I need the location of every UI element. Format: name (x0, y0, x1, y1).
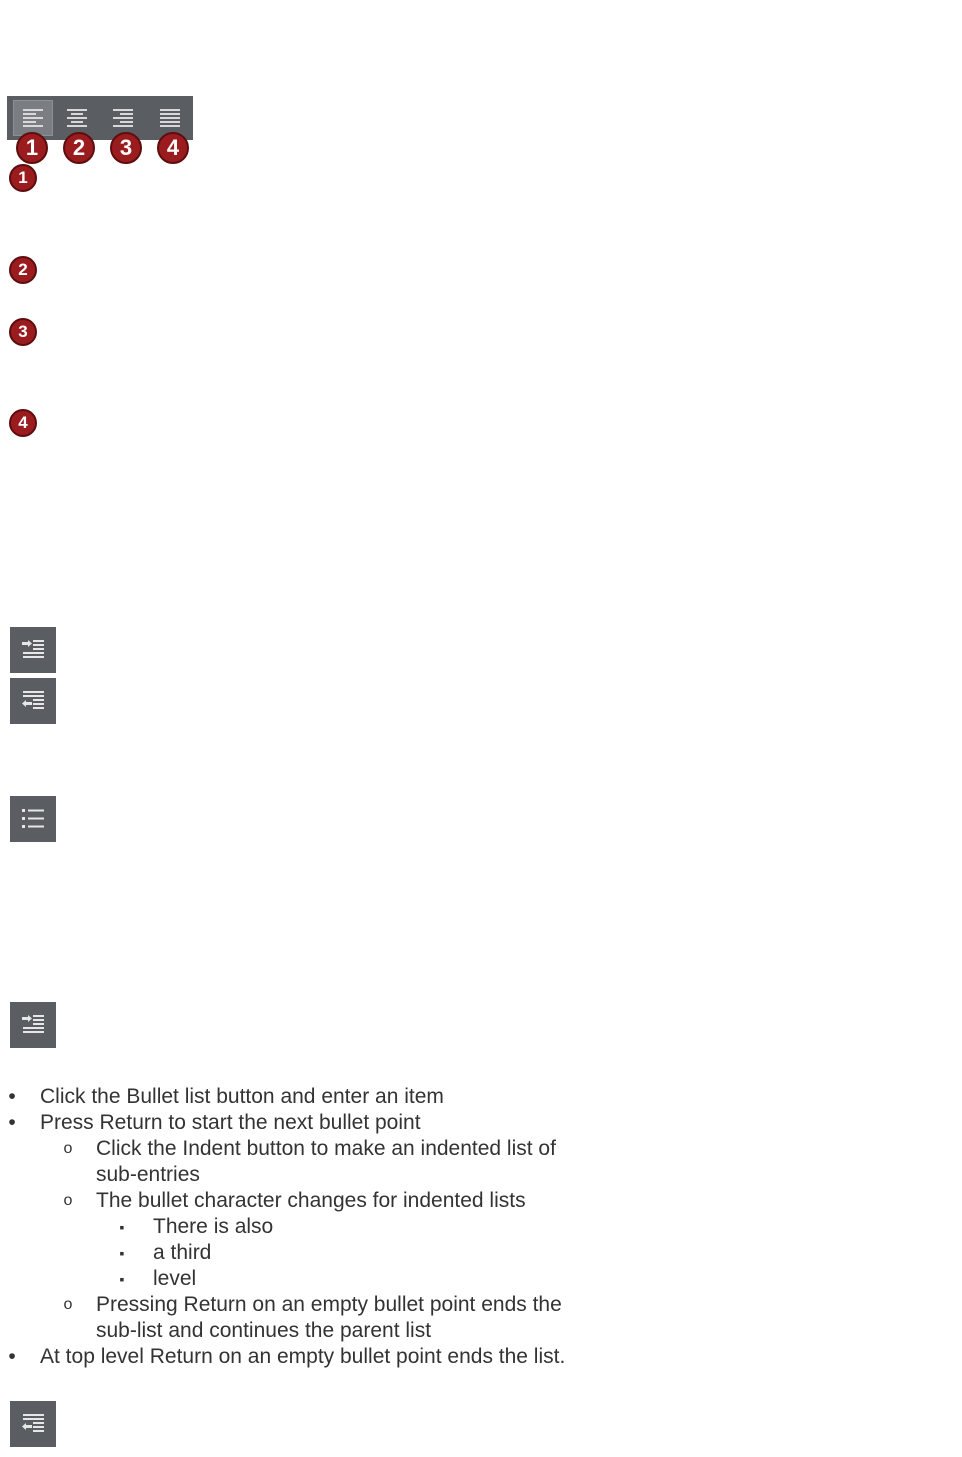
list-item (0, 1344, 700, 1370)
bullet-marker: • (8, 1345, 16, 1368)
list-item (0, 1214, 700, 1240)
list-item-text: There is also (153, 1215, 274, 1238)
align-left-icon (22, 108, 44, 128)
bullet-marker: o (63, 1140, 73, 1157)
align-right-icon (112, 108, 134, 128)
list-item (0, 1240, 700, 1266)
bullet-list-icon (21, 808, 45, 830)
outdent-button-2[interactable] (10, 1401, 56, 1447)
align-justify-icon (159, 108, 181, 128)
legend-badge-1: 1 (9, 164, 37, 192)
bullet-marker: • (8, 1085, 16, 1108)
align-right-button[interactable] (103, 100, 143, 136)
legend-badge-3: 3 (9, 318, 37, 346)
list-item-text: level (153, 1267, 197, 1290)
list-item (0, 1084, 700, 1110)
example-bullet-list (0, 1084, 700, 1370)
callout-badge-2: 2 (63, 132, 95, 164)
indent-icon (21, 639, 45, 661)
bullet-list-button[interactable] (10, 796, 56, 842)
list-item-text: Click the Bullet list button and enter an item (40, 1085, 444, 1108)
list-item (0, 1110, 700, 1136)
legend-badge-2: 2 (9, 256, 37, 284)
outdent-icon (21, 1413, 45, 1435)
align-center-button[interactable] (57, 100, 97, 136)
list-item (0, 1292, 700, 1344)
list-item (0, 1266, 700, 1292)
callout-badge-4: 4 (157, 132, 189, 164)
align-center-icon (66, 108, 88, 128)
list-item-text: At top level Return on an empty bullet point ends the list. (40, 1345, 566, 1368)
indent-button[interactable] (10, 627, 56, 673)
outdent-icon (21, 690, 45, 712)
align-justify-button[interactable] (150, 100, 190, 136)
outdent-button[interactable] (10, 678, 56, 724)
list-item-text: The bullet character changes for indented lists (96, 1189, 526, 1212)
list-item-text: a third (153, 1241, 212, 1264)
list-item (0, 1188, 700, 1214)
callout-badge-1: 1 (16, 132, 48, 164)
bullet-marker: ▪ (119, 1271, 125, 1287)
bullet-marker: o (63, 1296, 73, 1313)
list-item-text: Click the Indent button to make an indented list of sub-entries (96, 1137, 556, 1186)
bullet-marker: • (8, 1111, 16, 1134)
list-item (0, 1136, 700, 1188)
bullet-marker: ▪ (119, 1219, 125, 1235)
legend-badge-4: 4 (9, 409, 37, 437)
indent-button-2[interactable] (10, 1002, 56, 1048)
callout-badge-3: 3 (110, 132, 142, 164)
list-item-text: Press Return to start the next bullet point (40, 1111, 421, 1134)
bullet-marker: o (63, 1192, 73, 1209)
align-left-button[interactable] (13, 100, 53, 136)
list-item-text: Pressing Return on an empty bullet point ends the sub-list and continues the parent list (96, 1293, 562, 1342)
indent-icon (21, 1014, 45, 1036)
bullet-marker: ▪ (119, 1245, 125, 1261)
